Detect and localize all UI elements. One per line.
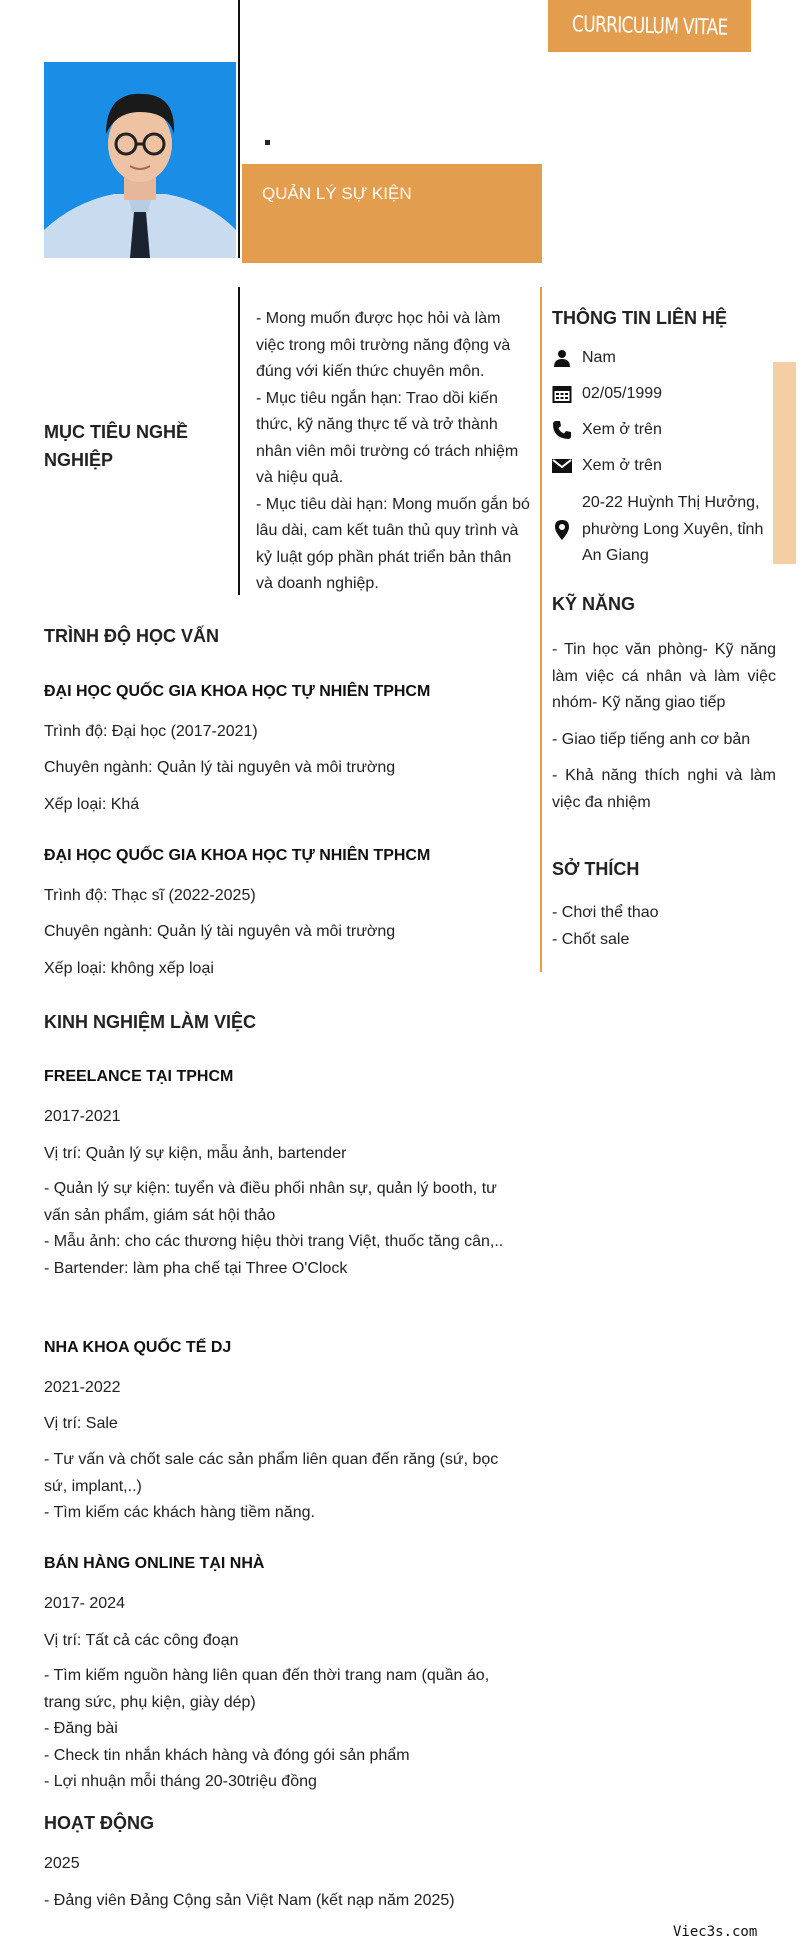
right-column-divider — [540, 287, 542, 972]
calendar-icon — [552, 384, 572, 404]
education-major: Chuyên ngành: Quản lý tài nguyên và môi trường — [44, 923, 396, 940]
header-divider — [238, 0, 240, 258]
location-pin-icon — [552, 520, 572, 540]
experience-company: FREELANCE TẠI TPHCM — [44, 1068, 234, 1085]
phone-icon — [552, 420, 572, 440]
objective-line: - Mục tiêu dài hạn: Mong muốn gắn bó lâu dài, cam kết tuân thủ quy trình và kỷ luật góp phần phát triển bản thân và doanh nghiệp. — [256, 495, 530, 592]
contact-gender: Nam — [552, 348, 782, 368]
job-title: QUẢN LÝ SỰ KIỆN — [262, 184, 412, 203]
experience-heading: KINH NGHIỆM LÀM VIỆC — [44, 1012, 257, 1032]
watermark: Viec3s.com — [673, 1924, 758, 1940]
contact-phone: Xem ở trên — [552, 420, 782, 440]
experience-position: Vị trí: Sale — [44, 1415, 118, 1432]
hobby-item: - Chốt sale — [552, 930, 630, 948]
duty-line: - Quản lý sự kiện: tuyển và điều phối nhân sự, quản lý booth, tư vấn sản phẩm, giám sát hội thảo — [44, 1180, 497, 1224]
objective-text — [256, 306, 532, 598]
contact-email: Xem ở trên — [552, 456, 782, 476]
experience-period: 2021-2022 — [44, 1379, 121, 1396]
profile-photo — [44, 62, 236, 258]
activities-year: 2025 — [44, 1855, 80, 1872]
education-school: ĐẠI HỌC QUỐC GIA KHOA HỌC TỰ NHIÊN TPHCM — [44, 683, 431, 700]
education-level: Trình độ: Thạc sĩ (2022-2025) — [44, 887, 256, 904]
contact-address: 20-22 Huỳnh Thị Hưởng, phường Long Xuyên, tỉnh An Giang — [552, 490, 782, 570]
job-title-box — [242, 164, 542, 263]
skills-list — [552, 637, 776, 816]
skill-item: - Giao tiếp tiếng anh cơ bản — [552, 730, 751, 748]
skills-heading: KỸ NĂNG — [552, 594, 636, 614]
name-placeholder — [265, 140, 270, 145]
objective-divider — [238, 287, 240, 595]
experience-company: NHA KHOA QUỐC TẾ DJ — [44, 1339, 232, 1356]
experience-period: 2017- 2024 — [44, 1595, 125, 1612]
experience-company: BÁN HÀNG ONLINE TẠI NHÀ — [44, 1555, 265, 1572]
experience-duties — [44, 1663, 514, 1796]
experience-position: Vị trí: Tất cả các công đoạn — [44, 1632, 239, 1649]
duty-line: - Lợi nhuận mỗi tháng 20-30triệu đồng — [44, 1773, 317, 1790]
experience-period: 2017-2021 — [44, 1108, 121, 1125]
education-grade: Xếp loại: không xếp loại — [44, 960, 214, 977]
experience-duties — [44, 1176, 514, 1282]
activities-heading: HOẠT ĐỘNG — [44, 1813, 154, 1833]
education-major: Chuyên ngành: Quản lý tài nguyên và môi trường — [44, 759, 396, 776]
education-heading: TRÌNH ĐỘ HỌC VẤN — [44, 626, 219, 646]
duty-line: - Tư vấn và chốt sale các sản phẩm liên quan đến răng (sứ, bọc sứ, implant,..) — [44, 1451, 499, 1495]
hobbies-heading: SỞ THÍCH — [552, 859, 640, 879]
hobby-item: - Chơi thể thao — [552, 904, 659, 921]
education-level: Trình độ: Đại học (2017-2021) — [44, 723, 258, 740]
skill-item: - Tin học văn phòng- Kỹ năng làm việc cá nhân và làm việc nhóm- Kỹ năng giao tiếp — [552, 641, 776, 711]
objective-heading: MỤC TIÊU NGHỀ NGHIỆP — [44, 422, 188, 470]
duty-line: - Check tin nhắn khách hàng và đóng gói sản phẩm — [44, 1746, 410, 1764]
contact-heading: THÔNG TIN LIÊN HỆ — [552, 308, 727, 328]
hobbies-list — [552, 900, 776, 953]
duty-line: - Mẫu ảnh: cho các thương hiệu thời trang Việt, thuốc tăng cân,.. — [44, 1233, 504, 1250]
activities-item: - Đảng viên Đảng Cộng sản Việt Nam (kết nạp năm 2025) — [44, 1892, 455, 1909]
education-school: ĐẠI HỌC QUỐC GIA KHOA HỌC TỰ NHIÊN TPHCM — [44, 847, 431, 864]
objective-line: - Mục tiêu ngắn hạn: Trao dồi kiến thức, kỹ năng thực tế và trở thành nhân viên môi trường có trách nhiệm và hiệu quả. — [256, 389, 519, 486]
skill-item: - Khả năng thích nghi và làm việc đa nhiệm — [552, 767, 776, 811]
duty-line: - Đăng bài — [44, 1720, 118, 1737]
duty-line: - Tìm kiếm các khách hàng tiềm năng. — [44, 1504, 315, 1521]
contact-dob: 02/05/1999 — [552, 384, 782, 404]
duty-line: - Tìm kiếm nguồn hàng liên quan đến thời trang nam (quần áo, trang sức, phụ kiện, giày dép) — [44, 1667, 490, 1711]
experience-duties — [44, 1447, 514, 1527]
education-grade: Xếp loại: Khá — [44, 796, 140, 813]
user-icon — [552, 348, 572, 368]
duty-line: - Bartender: làm pha chế tại Three O'Clock — [44, 1259, 348, 1277]
mail-icon — [552, 456, 572, 476]
objective-line: - Mong muốn được học hỏi và làm việc trong môi trường năng động và đúng với kiến thức chuyên môn. — [256, 310, 511, 380]
experience-position: Vị trí: Quản lý sự kiện, mẫu ảnh, bartender — [44, 1145, 347, 1162]
cv-banner: CURRICULUM VITAE — [548, 0, 751, 52]
